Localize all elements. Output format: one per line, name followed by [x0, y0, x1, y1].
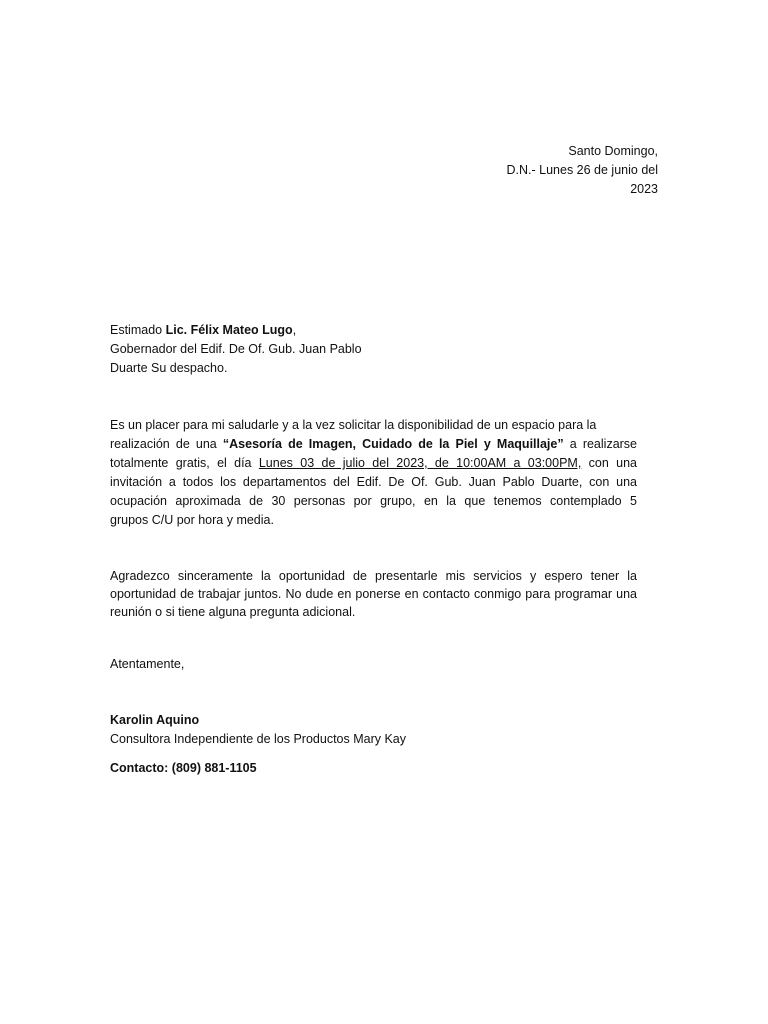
contact-line: Contacto: (809) 881-1105 — [110, 761, 257, 775]
paragraph-request — [110, 416, 637, 530]
greeting-prefix: Estimado — [110, 323, 166, 337]
p1-line-3 — [110, 454, 637, 473]
paragraph-thanks — [110, 567, 637, 621]
date-line-1: Santo Domingo, — [568, 144, 658, 158]
signature-name: Karolin Aquino — [110, 713, 200, 727]
p1-line-1: Es un placer para mi saludarle y a la vez solicitar la disponibilidad de un espacio para la — [110, 418, 597, 432]
recipient-title: Gobernador del Edif. De Of. Gub. Juan Pablo — [110, 342, 362, 356]
signature-title: Consultora Independiente de los Productos Mary Kay — [110, 732, 407, 746]
event-date: Lunes 03 de julio del 2023, de 10:00AM a 03:00PM, — [258, 456, 582, 470]
date-line-2: D.N.- Lunes 26 de junio del — [506, 163, 658, 177]
greeting-line-1 — [110, 321, 637, 340]
p2-line-1: Agradezco sinceramente la oportunidad de presentarle mis servicios y espero tener la — [110, 569, 637, 583]
recipient-office: Duarte Su despacho. — [110, 361, 228, 375]
p1-line-4: invitación a todos los departamentos del Edif. De Of. Gub. Juan Pablo Duarte, con una — [110, 475, 637, 489]
p1-l3-text: totalmente gratis, el día — [110, 456, 259, 470]
recipient-name: Lic. Félix Mateo Lugo — [165, 323, 293, 337]
signature-block — [110, 711, 637, 749]
p1-l2-text-b: a realizarse — [563, 437, 638, 451]
p2-line-2: oportunidad de trabajar juntos. No dude en ponerse en contacto conmigo para programar una — [110, 587, 637, 601]
greeting-block — [110, 321, 637, 378]
closing: Atentamente, — [110, 657, 185, 671]
p2-line-3: reunión o si tiene alguna pregunta adicional. — [110, 605, 356, 619]
greeting-suffix: , — [292, 323, 297, 337]
p1-line-2 — [110, 435, 637, 454]
p1-l3-text-b: con una — [581, 456, 637, 470]
event-name: “Asesoría de Imagen, Cuidado de la Piel y Maquillaje” — [222, 437, 564, 451]
contact — [110, 759, 637, 778]
p1-line-5: ocupación aproximada de 30 personas por grupo, en la que tenemos contemplado 5 — [110, 494, 637, 508]
date-line-3: 2023 — [630, 182, 658, 196]
p1-l2-text: realización de una — [110, 437, 223, 451]
date-block — [478, 142, 658, 199]
p1-line-6: grupos C/U por hora y media. — [110, 513, 274, 527]
